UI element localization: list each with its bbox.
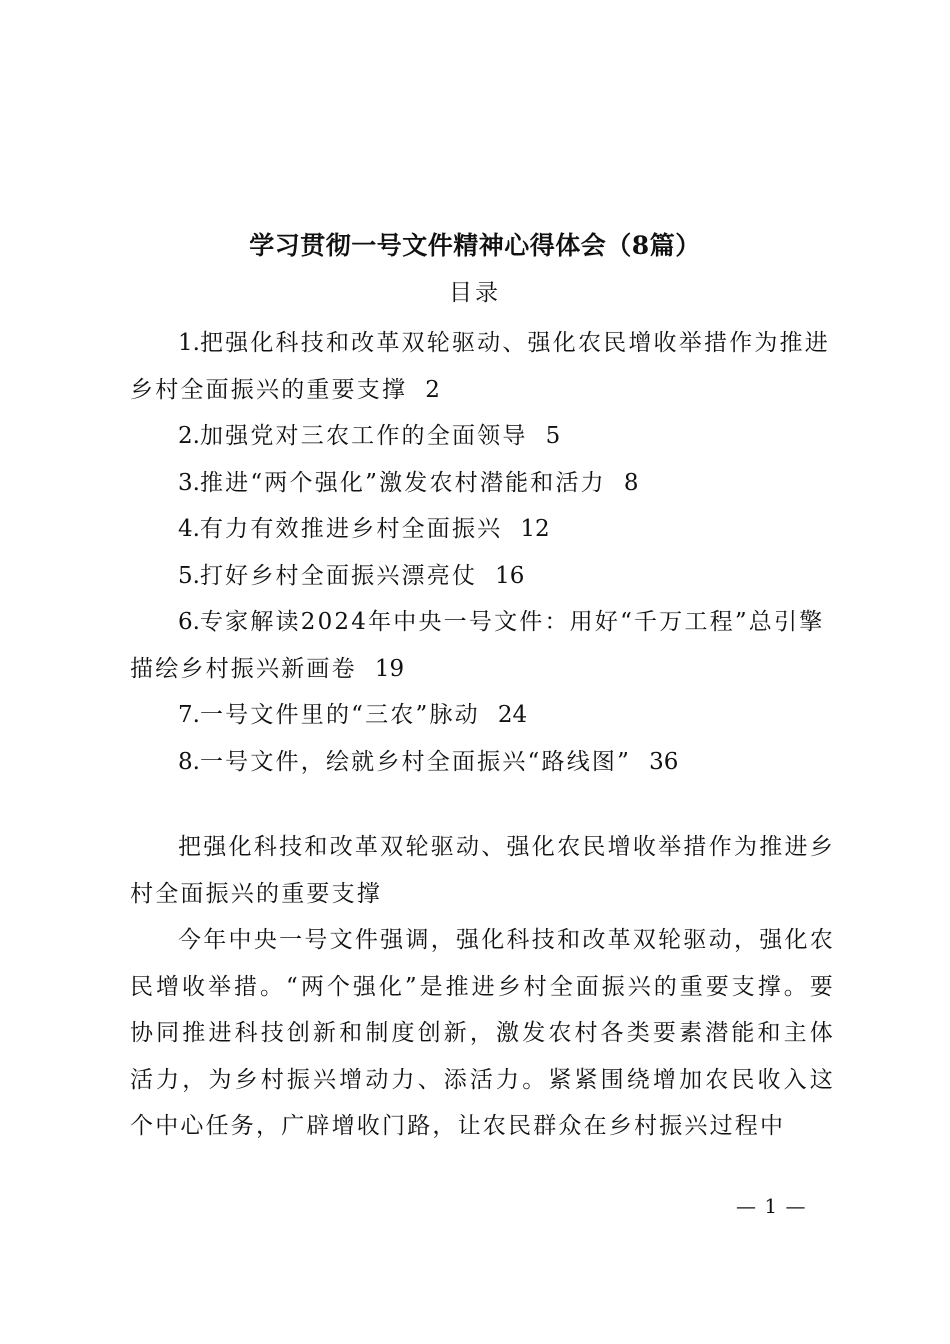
toc-item-text: 打好乡村全面振兴漂亮仗	[199, 562, 478, 589]
toc-item-text: 一号文件里的“三农”脉动	[199, 702, 480, 728]
toc-item-1[interactable]	[130, 320, 835, 413]
toc-item-number: 5.	[178, 562, 200, 589]
toc-item-page: 36	[649, 748, 679, 775]
page-number: — 1 —	[736, 1194, 807, 1218]
table-of-contents	[130, 320, 835, 785]
body-paragraph: 今年中央一号文件强调，强化科技和改革双轮驱动，强化农民增收举措。“两个强化”是推进乡村全面振兴的重要支撑。要协同推进科技创新和制度创新，激发农村各类要素潜能和主体活力，为乡村振兴增动力、添活力。紧紧围绕增加农民收入这个中心任务，广辟增收门路，让农民群众在乡村振兴过程中	[130, 927, 835, 1139]
toc-item-8[interactable]	[130, 739, 835, 786]
toc-item-text: 推进“两个强化”激发农村潜能和活力	[199, 469, 606, 496]
document-title: 学习贯彻一号文件精神心得体会（8篇）	[249, 231, 701, 260]
toc-item-2[interactable]	[130, 413, 835, 460]
toc-item-text: 加强党对三农工作的全面领导	[199, 423, 528, 449]
article-section	[130, 824, 835, 1150]
toc-item-page: 8	[623, 469, 639, 496]
toc-item-5[interactable]	[130, 553, 835, 600]
toc-item-number: 4.	[178, 516, 200, 542]
toc-item-number: 3.	[178, 469, 200, 496]
toc-item-text: 一号文件，绘就乡村全面振兴“路线图”	[199, 748, 632, 775]
toc-item-page: 2	[425, 376, 440, 403]
toc-item-page: 16	[495, 562, 525, 589]
toc-item-page: 12	[520, 516, 550, 542]
section-title: 把强化科技和改革双轮驱动、强化农民增收举措作为推进乡村全面振兴的重要支撑	[130, 834, 835, 907]
toc-item-page: 24	[497, 702, 528, 728]
toc-item-7[interactable]	[130, 692, 835, 739]
toc-item-4[interactable]	[130, 506, 835, 553]
toc-item-text: 有力有效推进乡村全面振兴	[199, 516, 503, 542]
toc-item-3[interactable]	[130, 460, 835, 507]
toc-heading: 目录	[449, 280, 501, 306]
toc-item-number: 1.	[178, 330, 200, 356]
toc-item-text: 把强化科技和改革双轮驱动、强化农民增收举措作为推进乡村全面振兴的重要支撑	[130, 330, 830, 403]
toc-item-page: 5	[545, 423, 561, 449]
toc-item-page: 19	[374, 655, 405, 682]
toc-item-number: 2.	[178, 423, 200, 449]
toc-item-number: 7.	[178, 702, 200, 728]
toc-item-text: 专家解读2024年中央一号文件：用好“千万工程”总引擎描绘乡村振兴新画卷	[130, 609, 825, 682]
toc-item-number: 8.	[178, 748, 200, 775]
toc-item-6[interactable]	[130, 599, 835, 692]
toc-item-number: 6.	[178, 609, 200, 635]
